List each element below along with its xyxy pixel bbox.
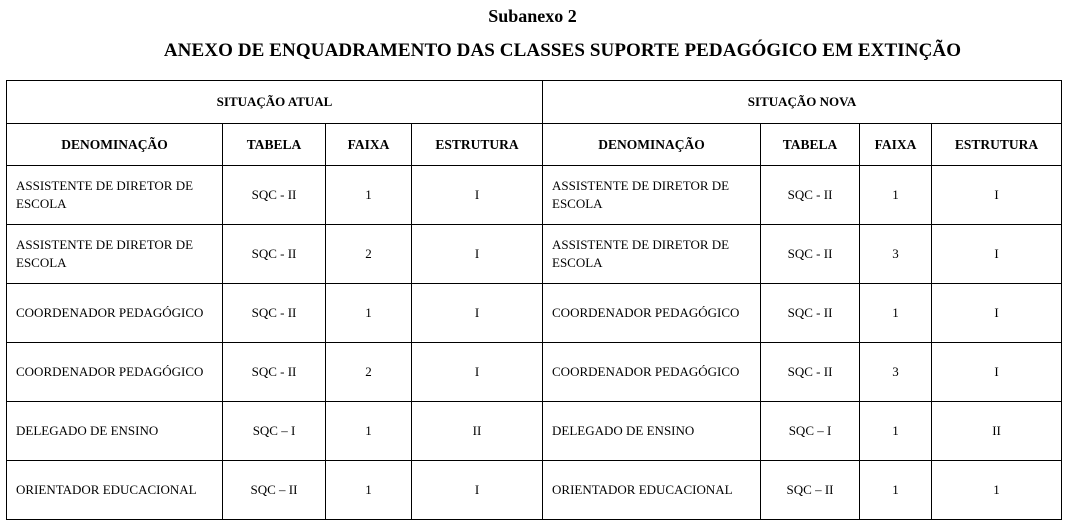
table-cell: 2 [326, 343, 412, 402]
column-header: ESTRUTURA [412, 124, 543, 166]
table-cell: DELEGADO DE ENSINO [543, 402, 761, 461]
table-cell: I [932, 225, 1062, 284]
document-subtitle: Subanexo 2 [488, 6, 577, 26]
table-cell: SQC - II [761, 225, 860, 284]
column-header: ESTRUTURA [932, 124, 1062, 166]
table-cell: 1 [326, 284, 412, 343]
column-header: TABELA [223, 124, 326, 166]
table-cell: 1 [326, 402, 412, 461]
table-cell: COORDENADOR PEDAGÓGICO [543, 343, 761, 402]
table-cell: SQC - II [761, 343, 860, 402]
table-row [7, 343, 1062, 402]
table-cell: COORDENADOR PEDAGÓGICO [7, 343, 223, 402]
column-header: DENOMINAÇÃO [7, 124, 223, 166]
group-header-situacao-nova: SITUAÇÃO NOVA [543, 81, 1062, 124]
table-row [7, 284, 1062, 343]
table-cell: 3 [860, 343, 932, 402]
table-cell: ASSISTENTE DE DIRETOR DE ESCOLA [7, 225, 223, 284]
table-cell: II [412, 402, 543, 461]
table-cell: I [412, 284, 543, 343]
table-cell: ASSISTENTE DE DIRETOR DE ESCOLA [7, 166, 223, 225]
table-cell: 1 [326, 461, 412, 520]
table-cell: COORDENADOR PEDAGÓGICO [543, 284, 761, 343]
table-cell: ORIENTADOR EDUCACIONAL [7, 461, 223, 520]
table-row [7, 166, 1062, 225]
table-cell: 1 [860, 284, 932, 343]
table-cell: SQC - II [761, 166, 860, 225]
table-cell: ASSISTENTE DE DIRETOR DE ESCOLA [543, 166, 761, 225]
column-header: FAIXA [326, 124, 412, 166]
table-cell: I [932, 343, 1062, 402]
table-cell: I [932, 284, 1062, 343]
table-cell: COORDENADOR PEDAGÓGICO [7, 284, 223, 343]
table-cell: SQC – I [223, 402, 326, 461]
table-row [7, 225, 1062, 284]
table-row [7, 402, 1062, 461]
column-header: TABELA [761, 124, 860, 166]
table-cell: I [412, 225, 543, 284]
table-cell: ASSISTENTE DE DIRETOR DE ESCOLA [543, 225, 761, 284]
table-cell: I [412, 461, 543, 520]
document-title: ANEXO DE ENQUADRAMENTO DAS CLASSES SUPORTE PEDAGÓGICO EM EXTINÇÃO [163, 40, 962, 61]
table-cell: 1 [860, 166, 932, 225]
table-cell: II [932, 402, 1062, 461]
enquadramento-table [6, 80, 1062, 520]
table-cell: SQC – I [761, 402, 860, 461]
column-header: DENOMINAÇÃO [543, 124, 761, 166]
table-cell: DELEGADO DE ENSINO [7, 402, 223, 461]
table-cell: SQC - II [223, 343, 326, 402]
table-cell: SQC - II [223, 166, 326, 225]
table-cell: SQC – II [761, 461, 860, 520]
table-cell: 1 [932, 461, 1062, 520]
table-cell: I [932, 166, 1062, 225]
table-cell: SQC - II [223, 225, 326, 284]
table-cell: 2 [326, 225, 412, 284]
table-cell: I [412, 166, 543, 225]
table-cell: I [412, 343, 543, 402]
table-cell: SQC – II [223, 461, 326, 520]
table-cell: SQC - II [223, 284, 326, 343]
group-header-situacao-atual: SITUAÇÃO ATUAL [7, 81, 543, 124]
column-header: FAIXA [860, 124, 932, 166]
table-cell: ORIENTADOR EDUCACIONAL [543, 461, 761, 520]
table-cell: 1 [860, 402, 932, 461]
table-cell: 1 [860, 461, 932, 520]
table-cell: SQC - II [761, 284, 860, 343]
table-row [7, 461, 1062, 520]
table-cell: 3 [860, 225, 932, 284]
table-cell: 1 [326, 166, 412, 225]
